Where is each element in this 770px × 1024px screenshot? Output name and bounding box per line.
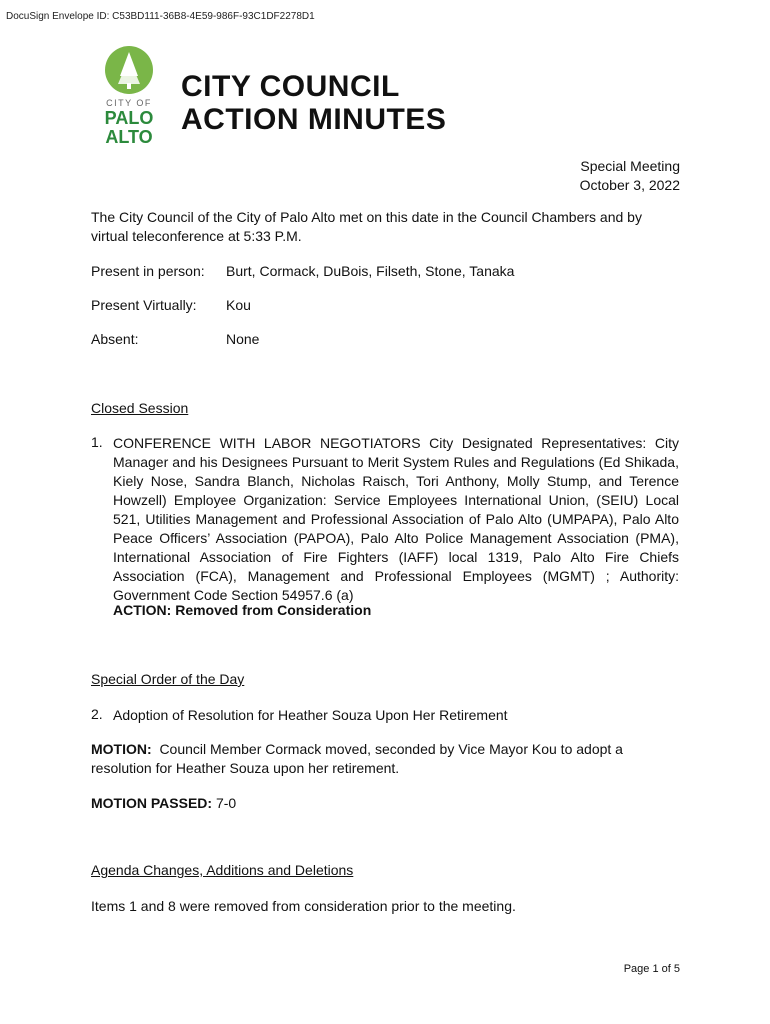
title-line-2: ACTION MINUTES xyxy=(181,103,447,136)
tree-icon xyxy=(105,46,153,94)
attendance-label: Present in person: xyxy=(91,263,205,279)
closed-session-heading: Closed Session xyxy=(91,400,189,416)
agenda-changes-text: Items 1 and 8 were removed from consideration prior to the meeting. xyxy=(91,898,516,914)
attendance-value: Burt, Cormack, DuBois, Filseth, Stone, Tanaka xyxy=(226,263,515,279)
motion-passed xyxy=(91,794,681,813)
agenda-changes-heading: Agenda Changes, Additions and Deletions xyxy=(91,862,354,878)
meeting-type: Special Meeting xyxy=(580,158,680,174)
special-order-item-text: Adoption of Resolution for Heather Souza Upon Her Retirement xyxy=(113,707,508,723)
special-order-heading: Special Order of the Day xyxy=(91,671,245,687)
page-number: Page 1 of 5 xyxy=(623,963,680,975)
logo-city-of: CITY OF xyxy=(106,98,152,108)
meeting-info xyxy=(580,157,680,195)
closed-session-action: ACTION: Removed from Consideration xyxy=(113,602,372,618)
motion-label: MOTION: xyxy=(91,741,152,757)
logo-palo: PALO xyxy=(104,108,154,128)
city-logo xyxy=(103,46,155,147)
attendance-value: Kou xyxy=(226,297,251,313)
motion-passed-label: MOTION PASSED: xyxy=(91,795,213,811)
docusign-envelope-id: DocuSign Envelope ID: C53BD111-36B8-4E59-986F-93C1DF2278D1 xyxy=(6,11,315,22)
item-number: 2. xyxy=(91,706,103,722)
logo-alto: ALTO xyxy=(105,127,153,147)
attendance-label: Absent: xyxy=(91,331,139,347)
motion-passed-value: 7-0 xyxy=(215,795,237,811)
meeting-date: October 3, 2022 xyxy=(579,177,680,193)
item-number: 1. xyxy=(91,434,103,450)
title-line-1: CITY COUNCIL xyxy=(181,70,400,103)
intro-paragraph: The City Council of the City of Palo Alto met on this date in the Council Chambers and by virtual teleconference at 5:33 P.M. xyxy=(91,209,642,244)
motion-text: Council Member Cormack moved, seconded by Vice Mayor Kou to adopt a resolution for Heather Souza upon her retirement. xyxy=(91,741,623,776)
motion-paragraph xyxy=(91,740,681,778)
attendance-label: Present Virtually: xyxy=(91,297,197,313)
attendance-value: None xyxy=(226,331,260,347)
closed-session-item-text: CONFERENCE WITH LABOR NEGOTIATORS City Designated Representatives: City Manager and his Designees Pursuant to Merit System Rules and Regulations (Ed Shikada, Kiely Nose, Sandra Blanch, Nicholas Raisch, Tori Anthony, Molly Stump, and Terence Howzell) Employee Organization: Service Employees International Union, (SEIU) Local 521, Utilities Management and Professional Association of Palo Alto (UMPAPA), Palo Alto Peace Officers’ Association (PAPOA), Palo Alto Police Management Association (PMA), International Association of Fire Fighters (IAFF) local 1319, Palo Alto Fire Chiefs Association (FCA), Management and Professional Employees (MGMT) ; Authority: Government Code Section 54957.6 (a) xyxy=(113,435,679,603)
